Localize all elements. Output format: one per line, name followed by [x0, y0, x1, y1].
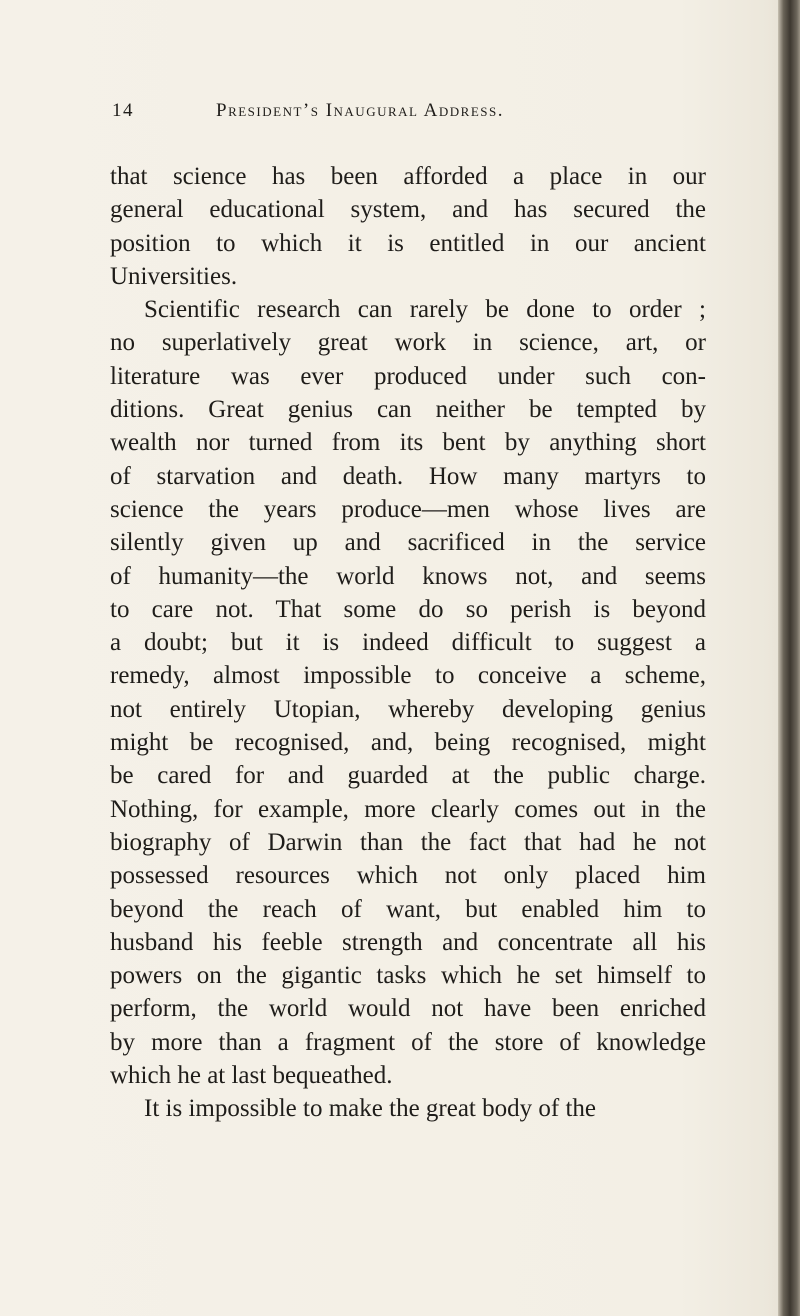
text-line: possessed resources which not only placed him — [110, 862, 706, 890]
running-head — [112, 100, 752, 134]
text-line: position to which it is entitled in our ancient — [110, 229, 706, 257]
text-line: Universities. — [110, 262, 238, 290]
text-line: biography of Darwin than the fact that had he not — [110, 828, 706, 856]
text-line: which he at last bequeathed. — [110, 1062, 393, 1090]
text-line: ditions. Great genius can neither be tempted by — [110, 396, 706, 424]
page-edge-shadow — [778, 0, 800, 1316]
text-line: that science has been afforded a place in our — [110, 163, 706, 190]
text-line: by more than a fragment of the store of knowledge — [110, 1028, 706, 1056]
text-line: no superlatively great work in science, art, or — [110, 329, 706, 357]
text-line: general educational system, and has secured the — [110, 196, 706, 224]
text-line: science the years produce—men whose lives are — [110, 495, 706, 523]
text-line: silently given up and sacrificed in the service — [110, 529, 706, 557]
text-line: It is impossible to make the great body of the — [144, 1095, 596, 1123]
text-line: a doubt; but it is indeed difficult to suggest a — [110, 629, 706, 657]
text-line: remedy, almost impossible to conceive a scheme, — [110, 662, 706, 690]
text-line: husband his feeble strength and concentrate all his — [110, 928, 706, 956]
text-line: wealth nor turned from its bent by anything short — [110, 429, 706, 457]
text-line: perform, the world would not have been enriched — [110, 995, 706, 1023]
running-title: President’s Inaugural Address. — [216, 100, 504, 121]
text-line: literature was ever produced under such con- — [110, 362, 706, 390]
text-line: to care not. That some do so perish is beyond — [110, 595, 706, 623]
text-line: of humanity—the world knows not, and seems — [110, 562, 706, 590]
text-line: powers on the gigantic tasks which he set himself to — [110, 962, 706, 990]
body-text — [110, 160, 706, 1126]
text-line: might be recognised, and, being recognised, might — [110, 729, 706, 757]
text-line: Scientific research can rarely be done to order ; — [144, 296, 706, 324]
text-line: of starvation and death. How many martyrs to — [110, 462, 706, 490]
text-line: beyond the reach of want, but enabled him to — [110, 895, 706, 923]
text-line: Nothing, for example, more clearly comes out in the — [110, 795, 706, 823]
page-number: 14 — [112, 100, 134, 121]
text-line: not entirely Utopian, whereby developing genius — [110, 695, 706, 723]
text-line: be cared for and guarded at the public charge. — [110, 762, 706, 790]
